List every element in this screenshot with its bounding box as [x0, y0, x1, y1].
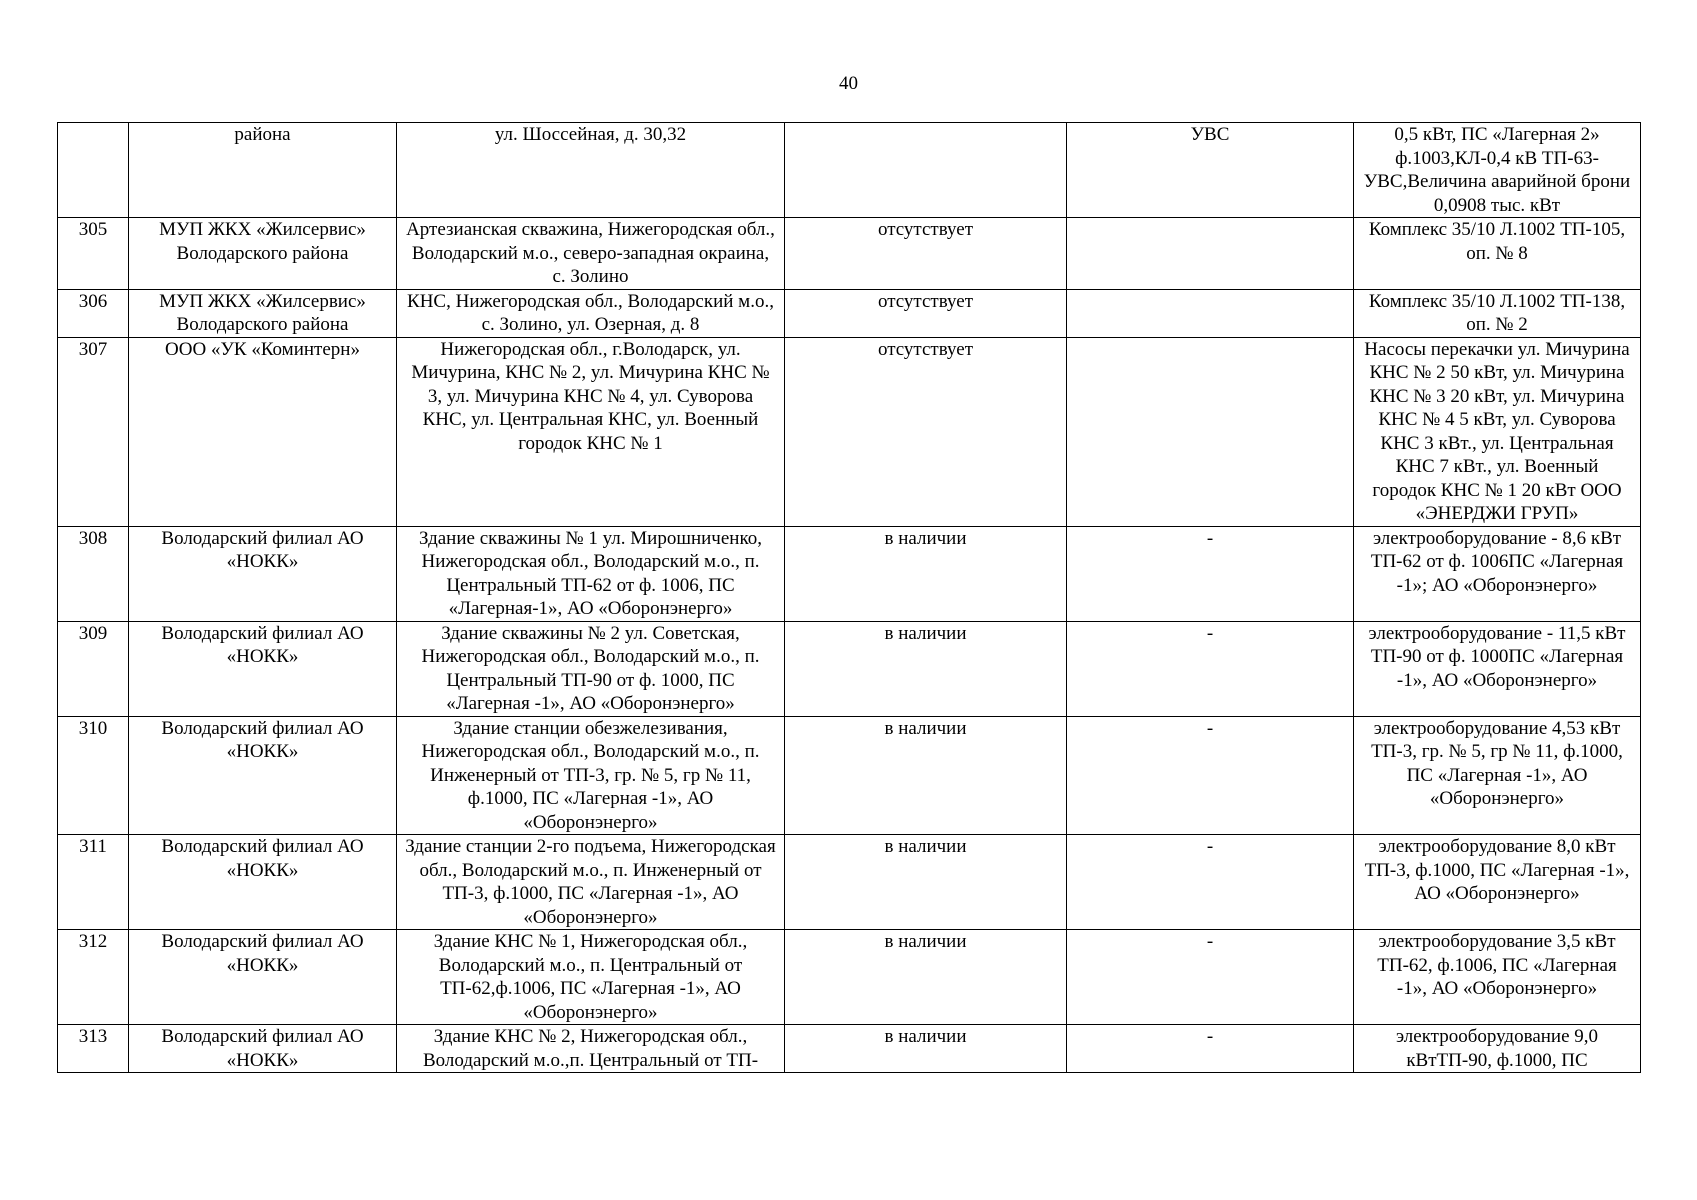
backup-status: отсутствует — [785, 218, 1067, 290]
row-number: 312 — [58, 930, 129, 1025]
backup-source — [1067, 218, 1354, 290]
page-number: 40 — [839, 73, 858, 94]
backup-source: - — [1067, 526, 1354, 621]
backup-status: в наличии — [785, 526, 1067, 621]
organization-name — [129, 1025, 397, 1073]
object-address: ул. Шоссейная, д. 30,32 — [397, 123, 785, 218]
backup-status — [785, 123, 1067, 218]
organization-name: Володарский филиал АО «НОКК» — [129, 526, 397, 621]
backup-status: в наличии — [785, 835, 1067, 930]
organization-name: Володарский филиал АО «НОКК» — [129, 930, 397, 1025]
backup-status: в наличии — [785, 621, 1067, 716]
power-details: Насосы перекачки ул. Мичурина КНС № 2 50 кВт, ул. Мичурина КНС № 3 20 кВт, ул. Мичурина КНС № 4 5 кВт, ул. Суворова КНС 3 кВт., ул. Центральная КНС 7 кВт., ул. Военный городок КНС № 1 20 кВт ООО «ЭНЕРДЖИ ГРУП» — [1354, 337, 1641, 526]
backup-source — [1067, 337, 1354, 526]
backup-source-text: - — [1206, 1026, 1214, 1047]
power-details: электрооборудование - 11,5 кВт ТП-90 от ф. 1000ПС «Лагерная -1», АО «Оборонэнерго» — [1354, 621, 1641, 716]
backup-status: в наличии — [785, 716, 1067, 835]
power-details: электрооборудование 3,5 кВт ТП-62, ф.1006, ПС «Лагерная -1», АО «Оборонэнерго» — [1354, 930, 1641, 1025]
backup-status: отсутствует — [785, 337, 1067, 526]
object-address: Нижегородская обл., г.Володарск, ул. Мичурина, КНС № 2, ул. Мичурина КНС № 3, ул. Мичурина КНС № 4, ул. Суворова КНС, ул. Центральная КНС, ул. Военный городок КНС № 1 — [397, 337, 785, 526]
row-number: 305 — [58, 218, 129, 290]
row-number: 308 — [58, 526, 129, 621]
backup-status: отсутствует — [785, 289, 1067, 337]
organization-name: ООО «УК «Коминтерн» — [129, 337, 397, 526]
backup-source — [1067, 1025, 1354, 1073]
power-details: Комплекс 35/10 Л.1002 ТП-138, оп. № 2 — [1354, 289, 1641, 337]
organization-name: Володарский филиал АО «НОКК» — [129, 835, 397, 930]
organization-name: МУП ЖКХ «Жилсервис» Володарского района — [129, 289, 397, 337]
row-number: 311 — [58, 835, 129, 930]
table-row — [58, 337, 1641, 526]
table-row — [58, 930, 1641, 1025]
power-details: Комплекс 35/10 Л.1002 ТП-105, оп. № 8 — [1354, 218, 1641, 290]
power-details-text: электрооборудование 9,0 кВтТП-90, ф.1000, ПС — [1395, 1026, 1599, 1071]
object-address: Здание скважины № 2 ул. Советская, Нижегородская обл., Володарский м.о., п. Центральный ТП-90 от ф. 1000, ПС «Лагерная -1», АО «Оборонэнерго» — [397, 621, 785, 716]
backup-source: - — [1067, 716, 1354, 835]
table-row — [58, 835, 1641, 930]
table-row — [58, 716, 1641, 835]
table-row — [58, 621, 1641, 716]
object-address-text: Здание КНС № 2, Нижегородская обл., Володарский м.о.,п. Центральный от ТП- — [422, 1026, 759, 1071]
organization-name: района — [129, 123, 397, 218]
power-details: электрооборудование - 8,6 кВт ТП-62 от ф. 1006ПС «Лагерная -1»; АО «Оборонэнерго» — [1354, 526, 1641, 621]
organization-name-text: Володарский филиал АО «НОКК» — [161, 1026, 364, 1071]
power-details: электрооборудование 4,53 кВт ТП-3, гр. № 5, гр № 11, ф.1000, ПС «Лагерная -1», АО «Оборонэнерго» — [1354, 716, 1641, 835]
power-details — [1354, 1025, 1641, 1073]
object-address: КНС, Нижегородская обл., Володарский м.о., с. Золино, ул. Озерная, д. 8 — [397, 289, 785, 337]
object-address: Здание КНС № 1, Нижегородская обл., Володарский м.о., п. Центральный от ТП-62,ф.1006, ПС «Лагерная -1», АО «Оборонэнерго» — [397, 930, 785, 1025]
backup-source: - — [1067, 621, 1354, 716]
row-number: 310 — [58, 716, 129, 835]
organization-name: МУП ЖКХ «Жилсервис» Володарского района — [129, 218, 397, 290]
object-address: Здание скважины № 1 ул. Мирошниченко, Нижегородская обл., Володарский м.о., п. Центральный ТП-62 от ф. 1006, ПС «Лагерная-1», АО «Оборонэнерго» — [397, 526, 785, 621]
object-address: Артезианская скважина, Нижегородская обл., Володарский м.о., северо-западная окраина, с. Золино — [397, 218, 785, 290]
row-number-text: 313 — [78, 1026, 108, 1047]
power-details: 0,5 кВт, ПС «Лагерная 2» ф.1003,КЛ-0,4 кВ ТП-63-УВС,Величина аварийной брони 0,0908 тыс. кВт — [1354, 123, 1641, 218]
backup-status — [785, 1025, 1067, 1073]
table-row — [58, 218, 1641, 290]
table-row — [58, 526, 1641, 621]
table-row — [58, 289, 1641, 337]
object-address: Здание станции обезжелезивания, Нижегородская обл., Володарский м.о., п. Инженерный от ТП-3, гр. № 5, гр № 11, ф.1000, ПС «Лагерная -1», АО «Оборонэнерго» — [397, 716, 785, 835]
power-details: электрооборудование 8,0 кВт ТП-3, ф.1000, ПС «Лагерная -1», АО «Оборонэнерго» — [1354, 835, 1641, 930]
row-number: 309 — [58, 621, 129, 716]
backup-source: - — [1067, 930, 1354, 1025]
backup-source: - — [1067, 835, 1354, 930]
organization-name: Володарский филиал АО «НОКК» — [129, 716, 397, 835]
table-row — [58, 1025, 1641, 1073]
data-table — [57, 122, 1641, 1073]
backup-status: в наличии — [785, 930, 1067, 1025]
backup-source — [1067, 289, 1354, 337]
object-address — [397, 1025, 785, 1073]
backup-source: УВС — [1067, 123, 1354, 218]
backup-status-text: в наличии — [884, 1026, 967, 1047]
organization-name: Володарский филиал АО «НОКК» — [129, 621, 397, 716]
object-address: Здание станции 2-го подъема, Нижегородская обл., Володарский м.о., п. Инженерный от ТП-3, ф.1000, ПС «Лагерная -1», АО «Оборонэнерго» — [397, 835, 785, 930]
row-number: 306 — [58, 289, 129, 337]
table-row — [58, 123, 1641, 218]
row-number — [58, 1025, 129, 1073]
row-number — [58, 123, 129, 218]
row-number: 307 — [58, 337, 129, 526]
